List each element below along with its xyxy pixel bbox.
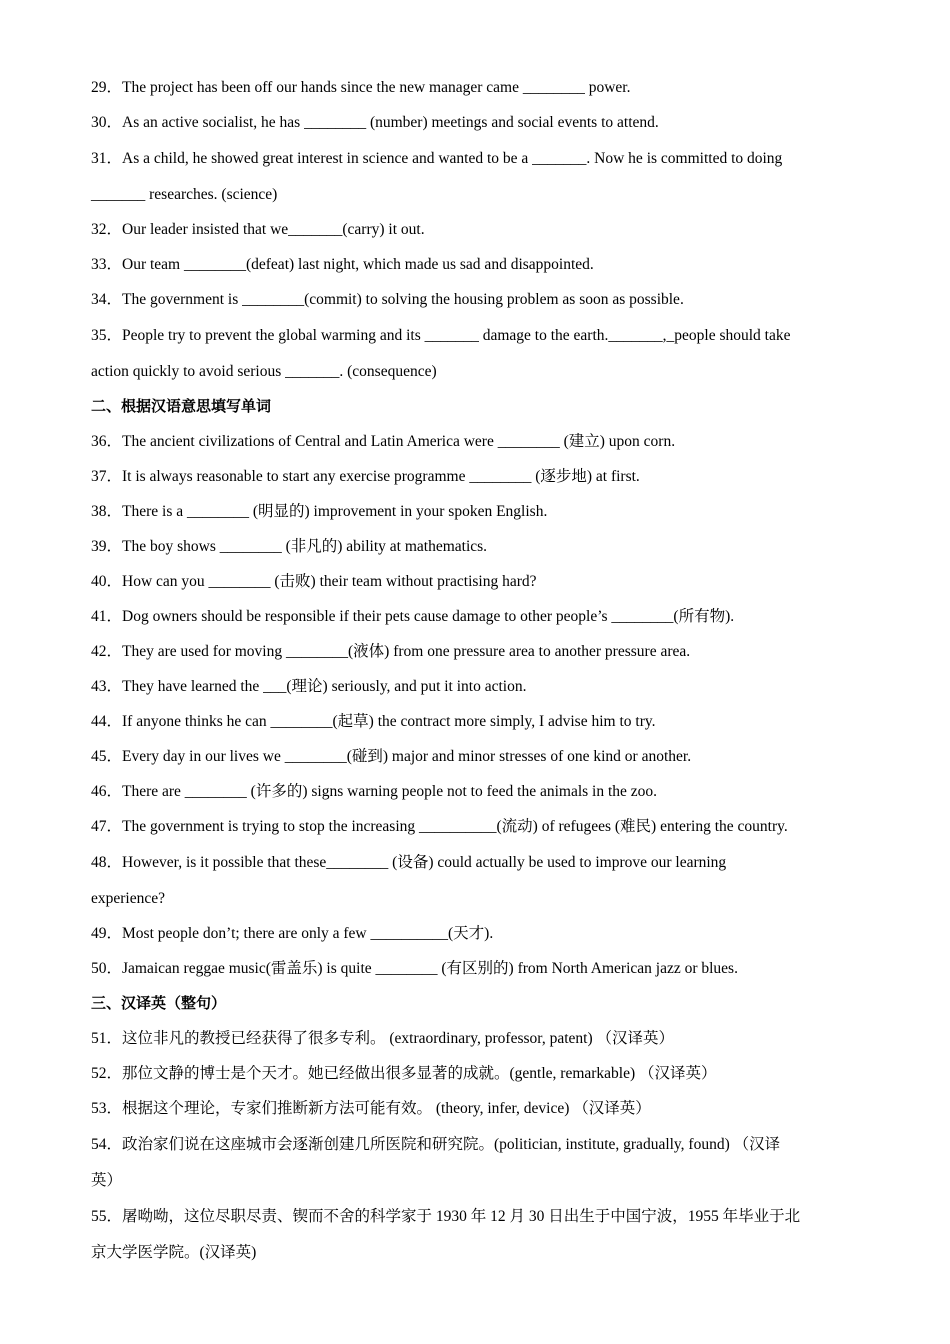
question-51 (91, 1021, 861, 1056)
worksheet-page (91, 70, 861, 1270)
question-line: 52．那位文静的博士是个天才。她已经做出很多显著的成就。(gentle, remarkable) （汉译英） (91, 1065, 717, 1082)
question-35 (91, 317, 861, 389)
question-36 (91, 424, 861, 459)
question-41 (91, 599, 861, 634)
question-54 (91, 1126, 861, 1198)
question-line: 49．Most people don’t; there are only a few __________(天才). (91, 925, 494, 942)
question-29 (91, 70, 861, 105)
question-32 (91, 212, 861, 247)
question-40 (91, 564, 861, 599)
question-line: 46．There are ________ (许多的) signs warning people not to feed the animals in the zoo. (91, 783, 658, 800)
question-line: 37．It is always reasonable to start any exercise programme ________ (逐步地) at first. (91, 468, 640, 485)
question-line-continued: 京大学医学院。(汉译英) (91, 1244, 257, 1261)
question-line: 45．Every day in our lives we ________(碰到) major and minor stresses of one kind or another. (91, 748, 692, 765)
question-43 (91, 669, 861, 704)
question-line: 36．The ancient civilizations of Central and Latin America were ________ (建立) upon corn. (91, 433, 676, 450)
question-line: 55．屠呦呦，这位尽职尽责、锲而不舍的科学家于 1930 年 12 月 30 日出生于中国宁波，1955 年毕业于北 (91, 1208, 801, 1225)
question-line: 40．How can you ________ (击败) their team without practising hard? (91, 573, 537, 590)
question-53 (91, 1091, 861, 1126)
question-line: 29．The project has been off our hands since the new manager came ________ power. (91, 79, 631, 96)
question-line: 44．If anyone thinks he can ________(起草) the contract more simply, I advise him to try. (91, 713, 656, 730)
question-44 (91, 704, 861, 739)
question-line-continued: 英） (91, 1172, 123, 1189)
question-46 (91, 774, 861, 809)
question-line: 30．As an active socialist, he has ________ (number) meetings and social events to attend. (91, 114, 659, 131)
question-line: 34．The government is ________(commit) to solving the housing problem as soon as possible. (91, 291, 684, 308)
question-line: 33．Our team ________(defeat) last night, which made us sad and disappointed. (91, 256, 594, 273)
question-49 (91, 916, 861, 951)
question-line: 42．They are used for moving ________(液体) from one pressure area to another pressure area. (91, 643, 691, 660)
question-line-continued: _______ researches. (science) (91, 186, 278, 203)
section-3-items (91, 1021, 861, 1270)
question-line: 32．Our leader insisted that we_______(carry) it out. (91, 221, 425, 238)
question-33 (91, 247, 861, 282)
question-31 (91, 140, 861, 212)
question-line: 53．根据这个理论，专家们推断新方法可能有效。 (theory, infer, device) （汉译英） (91, 1100, 651, 1117)
question-line: 31．As a child, he showed great interest in science and wanted to be a _______. Now he is committed to doing (91, 150, 783, 167)
question-39 (91, 529, 861, 564)
question-30 (91, 105, 861, 140)
question-50 (91, 951, 861, 986)
question-55 (91, 1198, 861, 1270)
question-line-continued: action quickly to avoid serious _______. (consequence) (91, 363, 437, 380)
question-line: 39．The boy shows ________ (非凡的) ability at mathematics. (91, 538, 488, 555)
question-52 (91, 1056, 861, 1091)
question-48 (91, 844, 861, 916)
section-3-heading: 三、汉译英（整句） (91, 994, 227, 1012)
question-line: 50．Jamaican reggae music(雷盖乐) is quite ________ (有区别的) from North American jazz or blues. (91, 960, 738, 977)
section-2-heading: 二、根据汉语意思填写单词 (91, 397, 272, 415)
question-line: 43．They have learned the ___(理论) seriously, and put it into action. (91, 678, 527, 695)
question-line: 47．The government is trying to stop the increasing __________(流动) of refugees (难民) entering the country. (91, 818, 788, 835)
question-34 (91, 282, 861, 317)
question-line: 38．There is a ________ (明显的) improvement in your spoken English. (91, 503, 548, 520)
question-line: 41．Dog owners should be responsible if their pets cause damage to other people’s ________(所有物). (91, 608, 735, 625)
question-45 (91, 739, 861, 774)
section-2-items (91, 424, 861, 986)
question-37 (91, 459, 861, 494)
question-38 (91, 494, 861, 529)
question-line: 51．这位非凡的教授已经获得了很多专利。 (extraordinary, professor, patent) （汉译英） (91, 1030, 674, 1047)
question-line: 54．政治家们说在这座城市会逐渐创建几所医院和研究院。(politician, institute, gradually, found) （汉译 (91, 1136, 781, 1153)
question-line-continued: experience? (91, 890, 165, 907)
question-42 (91, 634, 861, 669)
question-line: 35．People try to prevent the global warming and its _______ damage to the earth._______,_people should take (91, 327, 791, 344)
question-47 (91, 809, 861, 844)
question-line: 48．However, is it possible that these________ (设备) could actually be used to improve our learning (91, 854, 727, 871)
section-1-items (91, 70, 861, 389)
